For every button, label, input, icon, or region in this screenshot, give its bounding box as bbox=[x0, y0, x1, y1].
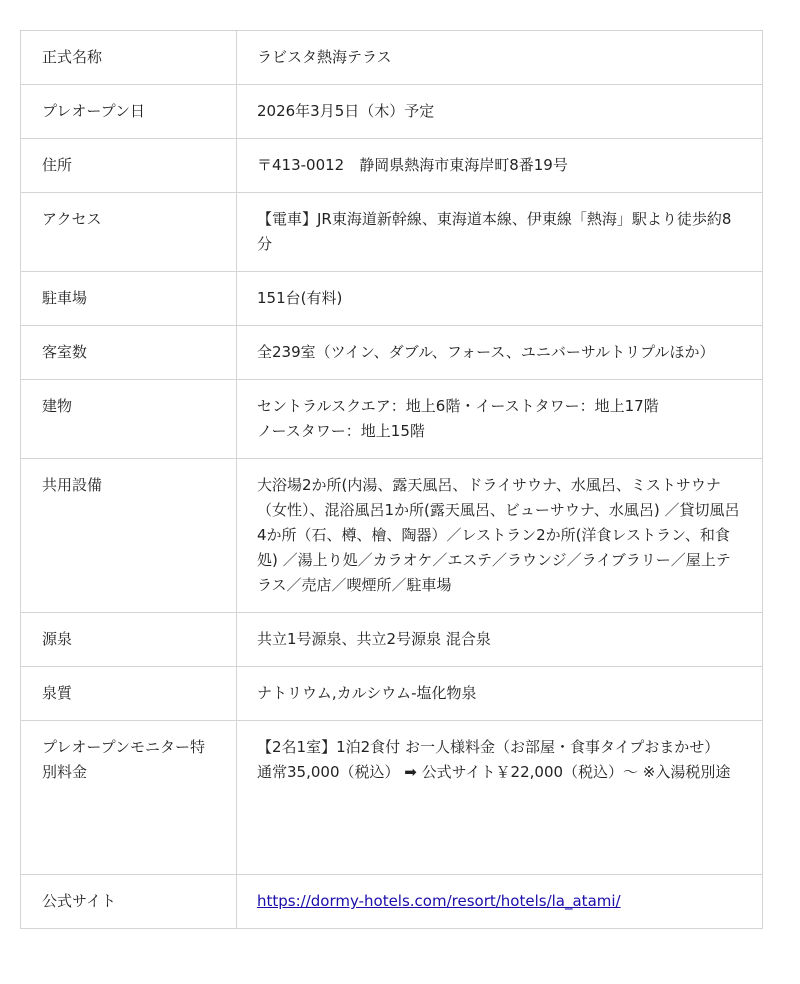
table-row bbox=[21, 721, 763, 875]
table-row bbox=[21, 613, 763, 667]
row-label-official-site: 公式サイト bbox=[21, 875, 237, 929]
value-line: 全239室（ツイン、ダブル、フォース、ユニバーサルトリプルほか） bbox=[257, 343, 715, 361]
table-row bbox=[21, 85, 763, 139]
value-line: 通常35,000（税込） ➡ 公式サイト￥22,000（税込）～ ※入湯税別途 bbox=[257, 763, 731, 781]
value-line: 2026年3月5日（木）予定 bbox=[257, 102, 435, 120]
value-line: ノースタワー：地上15階 bbox=[257, 422, 425, 440]
row-label-access: アクセス bbox=[21, 193, 237, 272]
row-value-monitor-price bbox=[237, 721, 763, 875]
table-row bbox=[21, 326, 763, 380]
row-label-rooms: 客室数 bbox=[21, 326, 237, 380]
row-value-rooms bbox=[237, 326, 763, 380]
table-row bbox=[21, 459, 763, 613]
table-row bbox=[21, 272, 763, 326]
value-line: 〒413-0012 静岡県熱海市東海岸町8番19号 bbox=[257, 156, 568, 174]
row-value-official-site bbox=[237, 875, 763, 929]
row-value-spring-quality bbox=[237, 667, 763, 721]
official-site-link[interactable]: https://dormy-hotels.com/resort/hotels/la_atami/ bbox=[257, 892, 621, 910]
row-label-monitor-price: プレオープンモニター特別料金 bbox=[21, 721, 237, 875]
table-row bbox=[21, 667, 763, 721]
table-row bbox=[21, 139, 763, 193]
row-value-hot-spring-source bbox=[237, 613, 763, 667]
row-value-address bbox=[237, 139, 763, 193]
row-value-access bbox=[237, 193, 763, 272]
value-line: 151台(有料) bbox=[257, 289, 343, 307]
row-value-facilities bbox=[237, 459, 763, 613]
row-label-facilities: 共用設備 bbox=[21, 459, 237, 613]
value-line: セントラルスクエア：地上6階・イーストタワー：地上17階 bbox=[257, 397, 659, 415]
value-line: 【電車】JR東海道新幹線、東海道本線、伊東線「熱海」駅より徒歩約8分 bbox=[257, 210, 732, 253]
table-row bbox=[21, 875, 763, 929]
row-label-address: 住所 bbox=[21, 139, 237, 193]
value-line: 共立1号源泉、共立2号源泉 混合泉 bbox=[257, 630, 491, 648]
row-label-preopen-date: プレオープン日 bbox=[21, 85, 237, 139]
value-line: 大浴場2か所(内湯、露天風呂、ドライサウナ、水風呂、ミストサウナ（女性）、混浴風呂1か所(露天風呂、ビューサウナ、水風呂) ／貸切風呂4か所（石、樽、檜、陶器）／レストラン2か所(洋食レストラン、和食処) ／湯上り処／カラオケ／エステ／ラウンジ／ライブラリー／屋上テラス／売店／喫煙所／駐車場 bbox=[257, 476, 740, 594]
hotel-info-table bbox=[20, 30, 763, 929]
row-label-parking: 駐車場 bbox=[21, 272, 237, 326]
table-row bbox=[21, 31, 763, 85]
value-line: ナトリウム,カルシウム-塩化物泉 bbox=[257, 684, 477, 702]
row-label-spring-quality: 泉質 bbox=[21, 667, 237, 721]
row-value-official-name bbox=[237, 31, 763, 85]
row-label-building: 建物 bbox=[21, 380, 237, 459]
value-line: 【2名1室】1泊2食付 お一人様料金（お部屋・食事タイプおまかせ） bbox=[257, 738, 720, 756]
row-value-building bbox=[237, 380, 763, 459]
table-row bbox=[21, 193, 763, 272]
value-line: ラビスタ熱海テラス bbox=[257, 48, 392, 66]
row-label-official-name: 正式名称 bbox=[21, 31, 237, 85]
table-row bbox=[21, 380, 763, 459]
row-label-hot-spring-source: 源泉 bbox=[21, 613, 237, 667]
row-value-preopen-date bbox=[237, 85, 763, 139]
row-value-parking bbox=[237, 272, 763, 326]
